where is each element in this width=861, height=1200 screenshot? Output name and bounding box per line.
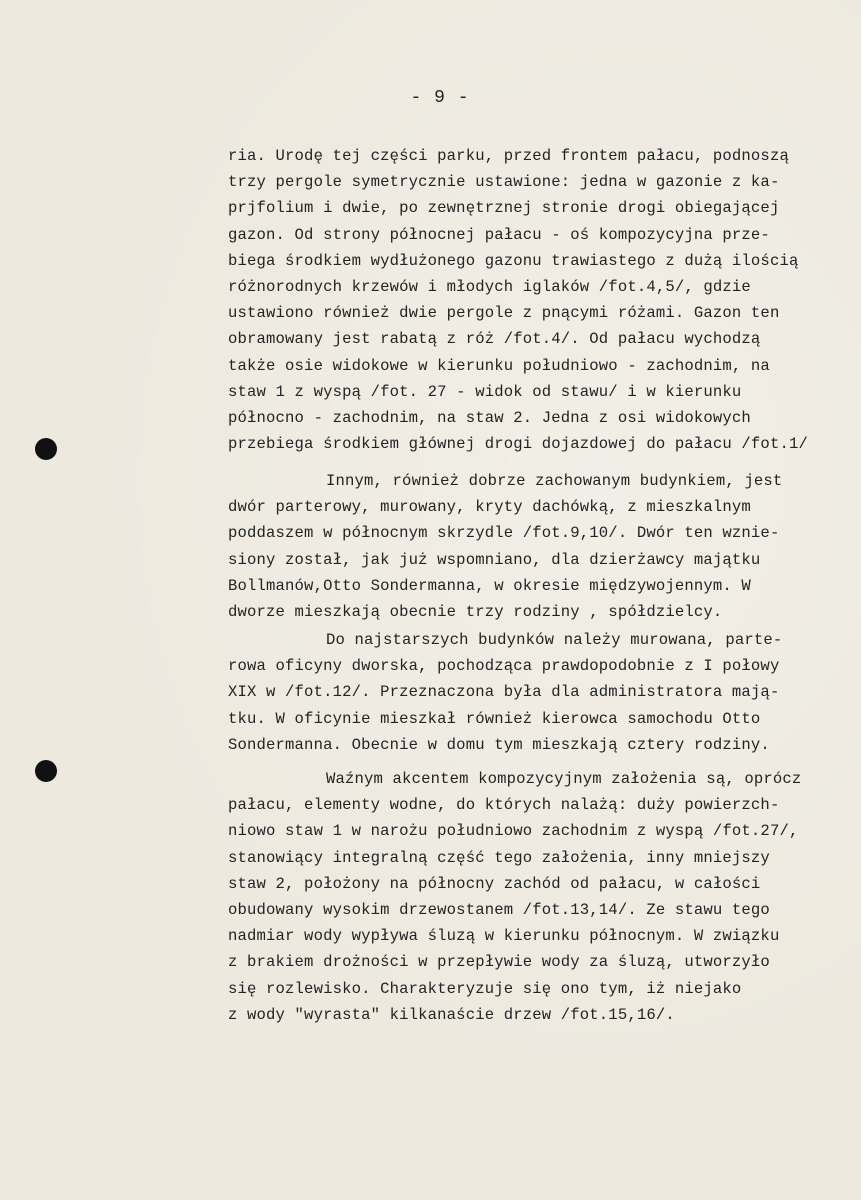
text-line: gazon. Od strony północnej pałacu - oś kompozycyjna prze-: [228, 225, 770, 244]
text-line: przebiega środkiem głównej drogi dojazdowej do pałacu /fot.1/: [228, 435, 808, 454]
text-line: Bollmanów,Otto Sondermanna, w okresie międzywojennym. W: [228, 576, 751, 595]
text-line: różnorodnych krzewów i młodych iglaków /fot.4,5/, gdzie: [228, 277, 751, 296]
text-line: nadmiar wody wypływa śluzą w kierunku północnym. W związku: [228, 927, 780, 946]
text-line: poddaszem w północnym skrzydle /fot.9,10/. Dwór ten wznie-: [228, 524, 780, 543]
text-line: tku. W oficynie mieszkał również kierowca samochodu Otto: [228, 709, 761, 728]
text-line: Waźnym akcentem kompozycyjnym założenia są, oprócz: [326, 770, 802, 788]
text-line: pałacu, elementy wodne, do których nalażą: duży powierzch-: [228, 796, 780, 815]
text-line: Do najstarszych budynków należy murowana, parte-: [326, 631, 783, 649]
punch-hole: [35, 438, 57, 460]
text-line: biega środkiem wydłużonego gazonu trawiastego z dużą ilością: [228, 251, 799, 270]
text-line: dworze mieszkają obecnie trzy rodziny , spółdzielcy.: [228, 602, 723, 621]
paragraph-outbuilding: [228, 627, 858, 758]
text-line: ustawiono również dwie pergole z pnącymi różami. Gazon ten: [228, 304, 780, 323]
paragraph-garden-composition: [228, 143, 858, 457]
text-line: dwór parterowy, murowany, kryty dachówką, z mieszkalnym: [228, 498, 751, 517]
text-line: prjfolium i dwie, po zewnętrznej stronie drogi obiegającej: [228, 199, 780, 218]
text-line: siony został, jak już wspomniano, dla dzierżawcy majątku: [228, 550, 761, 569]
page-number: - 9 -: [410, 88, 470, 108]
text-line: z brakiem drożności w przepływie wody za śluzą, utworzyło: [228, 953, 770, 972]
text-line: staw 1 z wyspą /fot. 27 - widok od stawu/ i w kierunku: [228, 382, 742, 401]
text-line: niowo staw 1 w narożu południowo zachodnim z wyspą /fot.27/,: [228, 822, 799, 841]
text-line: północno - zachodnim, na staw 2. Jedna z osi widokowych: [228, 408, 751, 427]
text-line: rowa oficyny dworska, pochodząca prawdopodobnie z I połowy: [228, 657, 780, 676]
text-line: obudowany wysokim drzewostanem /fot.13,14/. Ze stawu tego: [228, 900, 770, 919]
text-line: trzy pergole symetrycznie ustawione: jedna w gazonie z ka-: [228, 173, 780, 192]
text-line: także osie widokowe w kierunku południowo - zachodnim, na: [228, 356, 770, 375]
text-line: się rozlewisko. Charakteryzuje się ono tym, iż niejako: [228, 979, 742, 998]
text-line: staw 2, położony na północny zachód od pałacu, w całości: [228, 874, 761, 893]
text-line: ria. Urodę tej części parku, przed frontem pałacu, podnoszą: [228, 147, 789, 165]
text-line: stanowiący integralną część tego założenia, inny mniejszy: [228, 848, 770, 867]
paragraph-water-elements: [228, 766, 858, 1028]
paragraph-manor-house: [228, 468, 858, 625]
punch-hole: [35, 760, 57, 782]
text-line: Sondermanna. Obecnie w domu tym mieszkają cztery rodziny.: [228, 735, 770, 754]
text-line: z wody "wyrasta" kilkanaście drzew /fot.15,16/.: [228, 1005, 675, 1024]
text-line: obramowany jest rabatą z róż /fot.4/. Od pałacu wychodzą: [228, 330, 761, 349]
text-line: Innym, również dobrze zachowanym budynkiem, jest: [326, 472, 783, 490]
text-line: XIX w /fot.12/. Przeznaczona była dla administratora mają-: [228, 683, 780, 702]
